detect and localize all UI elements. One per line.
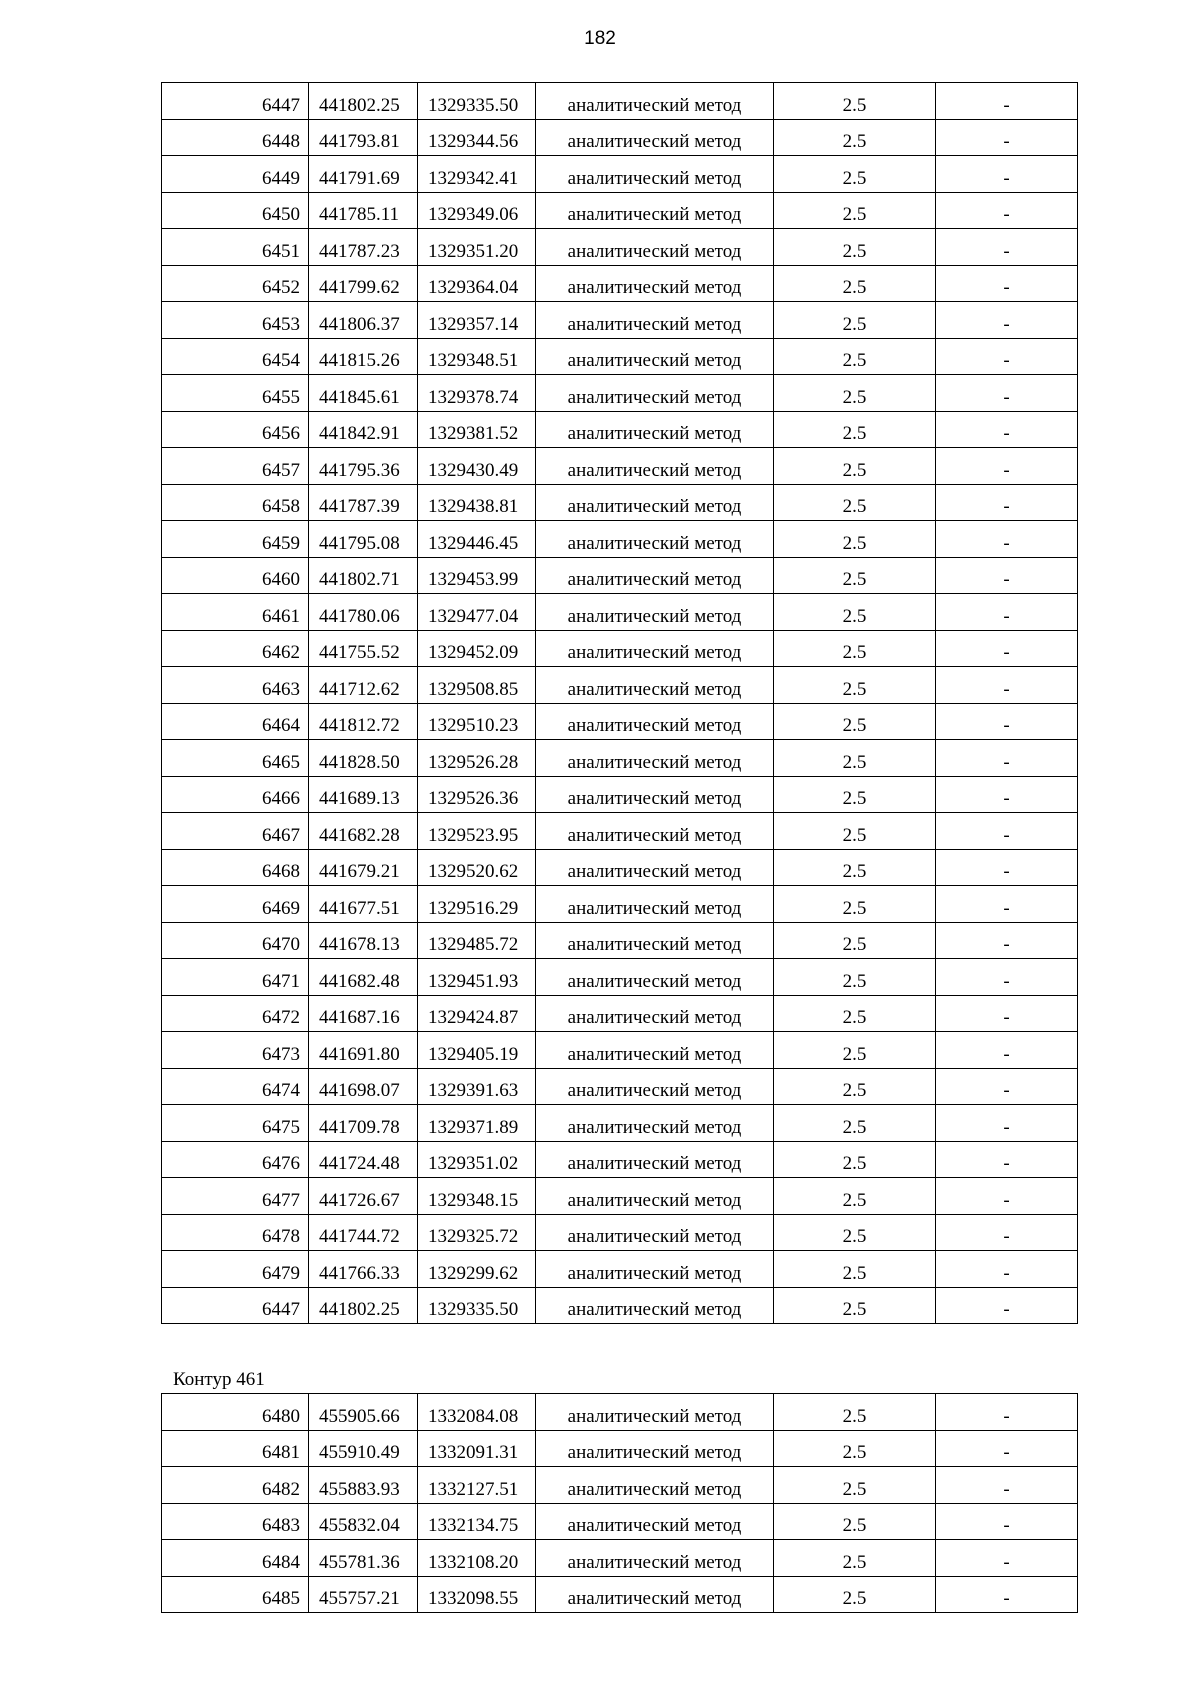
accuracy-cell: 2.5 [774,1141,936,1178]
point-number-cell: 6460 [162,557,309,594]
accuracy-cell: 2.5 [774,959,936,996]
accuracy-cell: 2.5 [774,338,936,375]
point-number-cell: 6454 [162,338,309,375]
note-cell: - [936,192,1078,229]
table-row [162,1576,1078,1613]
note-cell: - [936,1251,1078,1288]
accuracy-cell: 2.5 [774,557,936,594]
method-cell: аналитический метод [536,594,774,631]
y-coordinate-cell: 1329485.72 [418,922,536,959]
note-cell: - [936,703,1078,740]
y-coordinate-cell: 1329526.28 [418,740,536,777]
point-number-cell: 6469 [162,886,309,923]
x-coordinate-cell: 441785.11 [309,192,418,229]
point-number-cell: 6471 [162,959,309,996]
method-cell: аналитический метод [536,1251,774,1288]
y-coordinate-cell: 1329344.56 [418,119,536,156]
method-cell: аналитический метод [536,776,774,813]
note-cell: - [936,740,1078,777]
point-number-cell: 6461 [162,594,309,631]
x-coordinate-cell: 441842.91 [309,411,418,448]
x-coordinate-cell: 441682.28 [309,813,418,850]
accuracy-cell: 2.5 [774,229,936,266]
accuracy-cell: 2.5 [774,1503,936,1540]
table-row [162,302,1078,339]
point-number-cell: 6465 [162,740,309,777]
x-coordinate-cell: 455910.49 [309,1430,418,1467]
method-cell: аналитический метод [536,995,774,1032]
table-row [162,1287,1078,1324]
method-cell: аналитический метод [536,229,774,266]
y-coordinate-cell: 1329371.89 [418,1105,536,1142]
accuracy-cell: 2.5 [774,740,936,777]
y-coordinate-cell: 1329335.50 [418,83,536,120]
method-cell: аналитический метод [536,813,774,850]
table-row [162,1032,1078,1069]
x-coordinate-cell: 441793.81 [309,119,418,156]
y-coordinate-cell: 1332084.08 [418,1394,536,1431]
x-coordinate-cell: 455832.04 [309,1503,418,1540]
x-coordinate-cell: 441712.62 [309,667,418,704]
point-number-cell: 6478 [162,1214,309,1251]
method-cell: аналитический метод [536,1467,774,1504]
method-cell: аналитический метод [536,886,774,923]
accuracy-cell: 2.5 [774,667,936,704]
table-row [162,1430,1078,1467]
contour-coordinates-table [161,1393,1078,1613]
method-cell: аналитический метод [536,849,774,886]
x-coordinate-cell: 441787.23 [309,229,418,266]
accuracy-cell: 2.5 [774,630,936,667]
point-number-cell: 6447 [162,83,309,120]
table-row [162,375,1078,412]
method-cell: аналитический метод [536,667,774,704]
accuracy-cell: 2.5 [774,302,936,339]
table-row [162,630,1078,667]
y-coordinate-cell: 1329325.72 [418,1214,536,1251]
accuracy-cell: 2.5 [774,849,936,886]
point-number-cell: 6482 [162,1467,309,1504]
table-row [162,1394,1078,1431]
point-number-cell: 6447 [162,1287,309,1324]
accuracy-cell: 2.5 [774,156,936,193]
table-row [162,1467,1078,1504]
x-coordinate-cell: 441795.36 [309,448,418,485]
note-cell: - [936,411,1078,448]
method-cell: аналитический метод [536,1178,774,1215]
note-cell: - [936,448,1078,485]
accuracy-cell: 2.5 [774,703,936,740]
accuracy-cell: 2.5 [774,83,936,120]
y-coordinate-cell: 1329405.19 [418,1032,536,1069]
y-coordinate-cell: 1332134.75 [418,1503,536,1540]
point-number-cell: 6470 [162,922,309,959]
point-number-cell: 6463 [162,667,309,704]
note-cell: - [936,1467,1078,1504]
x-coordinate-cell: 441806.37 [309,302,418,339]
accuracy-cell: 2.5 [774,1576,936,1613]
table-row [162,594,1078,631]
accuracy-cell: 2.5 [774,1068,936,1105]
point-number-cell: 6484 [162,1540,309,1577]
note-cell: - [936,813,1078,850]
accuracy-cell: 2.5 [774,1251,936,1288]
accuracy-cell: 2.5 [774,1540,936,1577]
table-row [162,959,1078,996]
x-coordinate-cell: 441677.51 [309,886,418,923]
x-coordinate-cell: 441766.33 [309,1251,418,1288]
accuracy-cell: 2.5 [774,1214,936,1251]
table-row [162,1105,1078,1142]
y-coordinate-cell: 1329430.49 [418,448,536,485]
method-cell: аналитический метод [536,484,774,521]
method-cell: аналитический метод [536,922,774,959]
accuracy-cell: 2.5 [774,1430,936,1467]
table-row [162,557,1078,594]
note-cell: - [936,1287,1078,1324]
method-cell: аналитический метод [536,740,774,777]
table-row [162,849,1078,886]
x-coordinate-cell: 441815.26 [309,338,418,375]
x-coordinate-cell: 441678.13 [309,922,418,959]
y-coordinate-cell: 1329391.63 [418,1068,536,1105]
accuracy-cell: 2.5 [774,521,936,558]
y-coordinate-cell: 1329516.29 [418,886,536,923]
accuracy-cell: 2.5 [774,1032,936,1069]
table-row [162,521,1078,558]
note-cell: - [936,1576,1078,1613]
x-coordinate-cell: 441682.48 [309,959,418,996]
method-cell: аналитический метод [536,338,774,375]
note-cell: - [936,1503,1078,1540]
method-cell: аналитический метод [536,521,774,558]
x-coordinate-cell: 455757.21 [309,1576,418,1613]
accuracy-cell: 2.5 [774,265,936,302]
table-row [162,1068,1078,1105]
note-cell: - [936,83,1078,120]
table-row [162,1214,1078,1251]
y-coordinate-cell: 1329351.02 [418,1141,536,1178]
point-number-cell: 6464 [162,703,309,740]
x-coordinate-cell: 441744.72 [309,1214,418,1251]
x-coordinate-cell: 441795.08 [309,521,418,558]
method-cell: аналитический метод [536,156,774,193]
x-coordinate-cell: 455905.66 [309,1394,418,1431]
note-cell: - [936,995,1078,1032]
point-number-cell: 6449 [162,156,309,193]
note-cell: - [936,338,1078,375]
x-coordinate-cell: 441698.07 [309,1068,418,1105]
table-row [162,1540,1078,1577]
accuracy-cell: 2.5 [774,192,936,229]
y-coordinate-cell: 1332108.20 [418,1540,536,1577]
accuracy-cell: 2.5 [774,886,936,923]
y-coordinate-cell: 1329510.23 [418,703,536,740]
y-coordinate-cell: 1329526.36 [418,776,536,813]
note-cell: - [936,1214,1078,1251]
method-cell: аналитический метод [536,448,774,485]
y-coordinate-cell: 1329348.51 [418,338,536,375]
method-cell: аналитический метод [536,265,774,302]
x-coordinate-cell: 441724.48 [309,1141,418,1178]
accuracy-cell: 2.5 [774,484,936,521]
method-cell: аналитический метод [536,411,774,448]
table-row [162,776,1078,813]
point-number-cell: 6457 [162,448,309,485]
x-coordinate-cell: 441799.62 [309,265,418,302]
note-cell: - [936,922,1078,959]
point-number-cell: 6448 [162,119,309,156]
accuracy-cell: 2.5 [774,813,936,850]
note-cell: - [936,302,1078,339]
page-number: 182 [584,28,616,49]
x-coordinate-cell: 455883.93 [309,1467,418,1504]
method-cell: аналитический метод [536,83,774,120]
contour-label: Контур 461 [173,1369,265,1390]
table-row [162,411,1078,448]
accuracy-cell: 2.5 [774,448,936,485]
point-number-cell: 6479 [162,1251,309,1288]
table-row [162,338,1078,375]
x-coordinate-cell: 441787.39 [309,484,418,521]
y-coordinate-cell: 1329364.04 [418,265,536,302]
y-coordinate-cell: 1329348.15 [418,1178,536,1215]
method-cell: аналитический метод [536,959,774,996]
point-number-cell: 6473 [162,1032,309,1069]
coordinates-table-body [162,83,1078,1324]
point-number-cell: 6451 [162,229,309,266]
point-number-cell: 6450 [162,192,309,229]
y-coordinate-cell: 1332127.51 [418,1467,536,1504]
table-row [162,156,1078,193]
table-row [162,192,1078,229]
point-number-cell: 6472 [162,995,309,1032]
point-number-cell: 6456 [162,411,309,448]
note-cell: - [936,1178,1078,1215]
accuracy-cell: 2.5 [774,1394,936,1431]
note-cell: - [936,229,1078,266]
y-coordinate-cell: 1329453.99 [418,557,536,594]
table-row [162,813,1078,850]
y-coordinate-cell: 1332098.55 [418,1576,536,1613]
note-cell: - [936,484,1078,521]
x-coordinate-cell: 441802.71 [309,557,418,594]
point-number-cell: 6483 [162,1503,309,1540]
y-coordinate-cell: 1329446.45 [418,521,536,558]
y-coordinate-cell: 1329452.09 [418,630,536,667]
y-coordinate-cell: 1329451.93 [418,959,536,996]
accuracy-cell: 2.5 [774,1467,936,1504]
table-row [162,1251,1078,1288]
method-cell: аналитический метод [536,1430,774,1467]
method-cell: аналитический метод [536,1394,774,1431]
method-cell: аналитический метод [536,1540,774,1577]
y-coordinate-cell: 1329438.81 [418,484,536,521]
note-cell: - [936,119,1078,156]
note-cell: - [936,1430,1078,1467]
point-number-cell: 6462 [162,630,309,667]
point-number-cell: 6474 [162,1068,309,1105]
point-number-cell: 6468 [162,849,309,886]
note-cell: - [936,1105,1078,1142]
note-cell: - [936,1141,1078,1178]
x-coordinate-cell: 441791.69 [309,156,418,193]
method-cell: аналитический метод [536,1214,774,1251]
x-coordinate-cell: 441689.13 [309,776,418,813]
method-cell: аналитический метод [536,119,774,156]
x-coordinate-cell: 441802.25 [309,83,418,120]
method-cell: аналитический метод [536,375,774,412]
note-cell: - [936,1032,1078,1069]
table-row [162,667,1078,704]
note-cell: - [936,849,1078,886]
y-coordinate-cell: 1329424.87 [418,995,536,1032]
note-cell: - [936,667,1078,704]
point-number-cell: 6485 [162,1576,309,1613]
point-number-cell: 6453 [162,302,309,339]
accuracy-cell: 2.5 [774,594,936,631]
note-cell: - [936,630,1078,667]
x-coordinate-cell: 441679.21 [309,849,418,886]
note-cell: - [936,594,1078,631]
accuracy-cell: 2.5 [774,119,936,156]
accuracy-cell: 2.5 [774,995,936,1032]
accuracy-cell: 2.5 [774,375,936,412]
point-number-cell: 6455 [162,375,309,412]
table-row [162,484,1078,521]
point-number-cell: 6452 [162,265,309,302]
y-coordinate-cell: 1329342.41 [418,156,536,193]
y-coordinate-cell: 1329351.20 [418,229,536,266]
accuracy-cell: 2.5 [774,922,936,959]
method-cell: аналитический метод [536,1503,774,1540]
y-coordinate-cell: 1329508.85 [418,667,536,704]
note-cell: - [936,521,1078,558]
accuracy-cell: 2.5 [774,776,936,813]
method-cell: аналитический метод [536,1068,774,1105]
x-coordinate-cell: 455781.36 [309,1540,418,1577]
table-row [162,119,1078,156]
table-row [162,703,1078,740]
y-coordinate-cell: 1329335.50 [418,1287,536,1324]
note-cell: - [936,375,1078,412]
point-number-cell: 6467 [162,813,309,850]
accuracy-cell: 2.5 [774,411,936,448]
method-cell: аналитический метод [536,1105,774,1142]
y-coordinate-cell: 1329378.74 [418,375,536,412]
table-row [162,1178,1078,1215]
table-row [162,229,1078,266]
accuracy-cell: 2.5 [774,1105,936,1142]
method-cell: аналитический метод [536,1032,774,1069]
point-number-cell: 6475 [162,1105,309,1142]
contour-table-body [162,1394,1078,1613]
point-number-cell: 6477 [162,1178,309,1215]
coordinates-table [161,82,1078,1324]
note-cell: - [936,265,1078,302]
point-number-cell: 6480 [162,1394,309,1431]
y-coordinate-cell: 1329523.95 [418,813,536,850]
note-cell: - [936,1540,1078,1577]
method-cell: аналитический метод [536,1141,774,1178]
note-cell: - [936,886,1078,923]
table-row [162,83,1078,120]
x-coordinate-cell: 441828.50 [309,740,418,777]
point-number-cell: 6476 [162,1141,309,1178]
note-cell: - [936,959,1078,996]
table-row [162,448,1078,485]
y-coordinate-cell: 1329381.52 [418,411,536,448]
x-coordinate-cell: 441755.52 [309,630,418,667]
x-coordinate-cell: 441691.80 [309,1032,418,1069]
method-cell: аналитический метод [536,557,774,594]
x-coordinate-cell: 441726.67 [309,1178,418,1215]
table-row [162,995,1078,1032]
point-number-cell: 6466 [162,776,309,813]
x-coordinate-cell: 441802.25 [309,1287,418,1324]
method-cell: аналитический метод [536,703,774,740]
x-coordinate-cell: 441709.78 [309,1105,418,1142]
accuracy-cell: 2.5 [774,1178,936,1215]
note-cell: - [936,776,1078,813]
accuracy-cell: 2.5 [774,1287,936,1324]
table-row [162,1141,1078,1178]
x-coordinate-cell: 441687.16 [309,995,418,1032]
method-cell: аналитический метод [536,1576,774,1613]
note-cell: - [936,1068,1078,1105]
method-cell: аналитический метод [536,1287,774,1324]
point-number-cell: 6481 [162,1430,309,1467]
table-row [162,265,1078,302]
y-coordinate-cell: 1329520.62 [418,849,536,886]
y-coordinate-cell: 1329477.04 [418,594,536,631]
y-coordinate-cell: 1329299.62 [418,1251,536,1288]
table-row [162,922,1078,959]
note-cell: - [936,1394,1078,1431]
note-cell: - [936,156,1078,193]
method-cell: аналитический метод [536,192,774,229]
note-cell: - [936,557,1078,594]
method-cell: аналитический метод [536,302,774,339]
table-row [162,740,1078,777]
table-row [162,886,1078,923]
method-cell: аналитический метод [536,630,774,667]
point-number-cell: 6459 [162,521,309,558]
x-coordinate-cell: 441812.72 [309,703,418,740]
table-row [162,1503,1078,1540]
y-coordinate-cell: 1329349.06 [418,192,536,229]
y-coordinate-cell: 1329357.14 [418,302,536,339]
y-coordinate-cell: 1332091.31 [418,1430,536,1467]
point-number-cell: 6458 [162,484,309,521]
x-coordinate-cell: 441780.06 [309,594,418,631]
x-coordinate-cell: 441845.61 [309,375,418,412]
